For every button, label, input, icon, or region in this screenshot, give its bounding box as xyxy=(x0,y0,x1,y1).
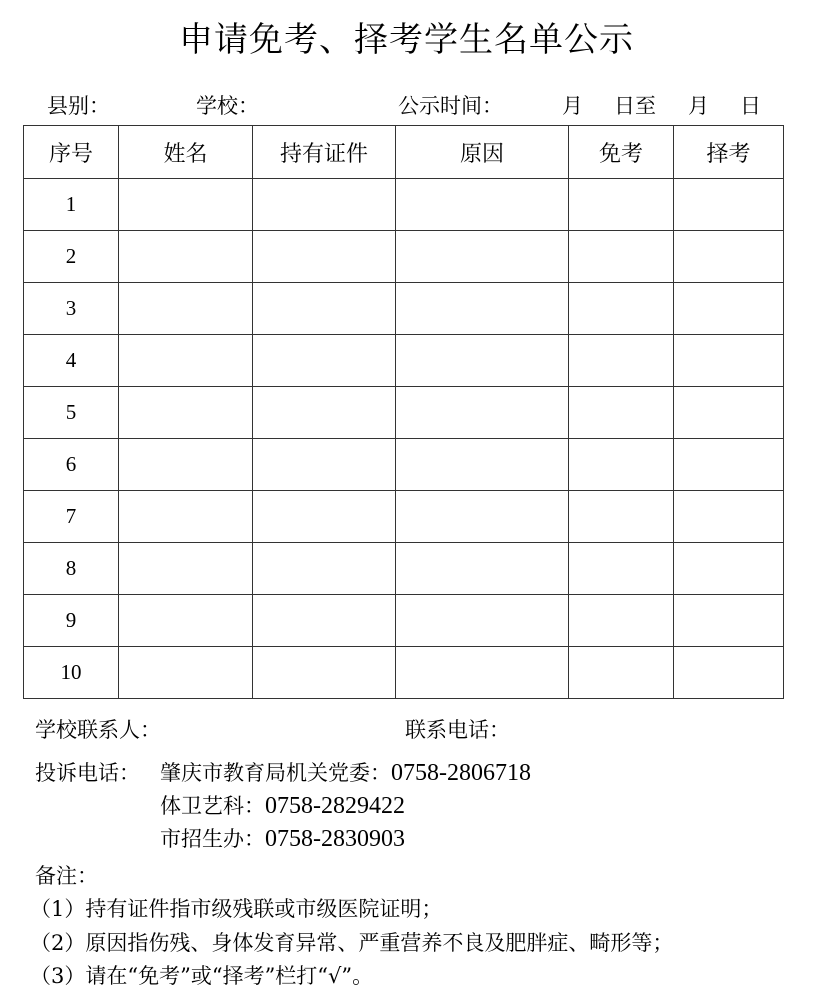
complaint-phone: 0758-2829422 xyxy=(265,793,405,819)
cell-number: 6 xyxy=(24,439,119,491)
cell-name[interactable] xyxy=(119,439,253,491)
cell-certificate[interactable] xyxy=(253,179,396,231)
table-row xyxy=(24,231,784,283)
cell-name[interactable] xyxy=(119,179,253,231)
school-label: 学校： xyxy=(196,94,259,118)
cell-reason[interactable] xyxy=(396,439,569,491)
cell-choose[interactable] xyxy=(674,387,784,439)
cell-number: 3 xyxy=(24,283,119,335)
cell-choose[interactable] xyxy=(674,231,784,283)
cell-exempt[interactable] xyxy=(569,179,674,231)
cell-exempt[interactable] xyxy=(569,543,674,595)
header-exempt: 免考 xyxy=(569,126,674,179)
cell-name[interactable] xyxy=(119,283,253,335)
cell-certificate[interactable] xyxy=(253,439,396,491)
school-contact-label: 学校联系人： xyxy=(35,718,161,742)
table-row xyxy=(24,647,784,699)
cell-certificate[interactable] xyxy=(253,543,396,595)
cell-reason[interactable] xyxy=(396,595,569,647)
header-certificate: 持有证件 xyxy=(253,126,396,179)
cell-choose[interactable] xyxy=(674,647,784,699)
cell-certificate[interactable] xyxy=(253,231,396,283)
cell-choose[interactable] xyxy=(674,179,784,231)
day-end: 日 xyxy=(740,94,761,118)
cell-number: 2 xyxy=(24,231,119,283)
cell-reason[interactable] xyxy=(396,179,569,231)
cell-reason[interactable] xyxy=(396,387,569,439)
complaint-phone: 0758-2806718 xyxy=(391,760,531,786)
notes-label: 备注： xyxy=(35,864,98,888)
cell-exempt[interactable] xyxy=(569,335,674,387)
contact-phone-label: 联系电话： xyxy=(405,718,510,742)
complaint-phone: 0758-2830903 xyxy=(265,826,405,852)
note-item-2: （2）原因指伤残、身体发育异常、严重营养不良及肥胖症、畸形等； xyxy=(30,931,674,955)
cell-exempt[interactable] xyxy=(569,647,674,699)
cell-reason[interactable] xyxy=(396,335,569,387)
cell-name[interactable] xyxy=(119,543,253,595)
cell-exempt[interactable] xyxy=(569,439,674,491)
page-title: 申请免考、择考学生名单公示 xyxy=(179,20,634,60)
cell-reason[interactable] xyxy=(396,491,569,543)
cell-certificate[interactable] xyxy=(253,491,396,543)
cell-name[interactable] xyxy=(119,335,253,387)
cell-certificate[interactable] xyxy=(253,387,396,439)
student-roster-table xyxy=(23,125,784,699)
day-start-to: 日至 xyxy=(614,94,656,118)
cell-number: 10 xyxy=(24,647,119,699)
cell-number: 1 xyxy=(24,179,119,231)
header-number: 序号 xyxy=(24,126,119,179)
complaint-label: 投诉电话： xyxy=(35,761,140,785)
cell-reason[interactable] xyxy=(396,647,569,699)
cell-choose[interactable] xyxy=(674,283,784,335)
cell-number: 9 xyxy=(24,595,119,647)
cell-number: 8 xyxy=(24,543,119,595)
cell-choose[interactable] xyxy=(674,491,784,543)
publicity-time-label: 公示时间： xyxy=(398,94,503,118)
complaint-line-3 xyxy=(160,823,405,853)
cell-certificate[interactable] xyxy=(253,335,396,387)
table-row xyxy=(24,543,784,595)
header-name: 姓名 xyxy=(119,126,253,179)
cell-reason[interactable] xyxy=(396,231,569,283)
cell-exempt[interactable] xyxy=(569,283,674,335)
cell-number: 5 xyxy=(24,387,119,439)
cell-reason[interactable] xyxy=(396,543,569,595)
table-row xyxy=(24,283,784,335)
cell-reason[interactable] xyxy=(396,283,569,335)
cell-name[interactable] xyxy=(119,387,253,439)
complaint-dept: 市招生办： xyxy=(160,827,265,851)
table-row xyxy=(24,491,784,543)
month-start: 月 xyxy=(562,94,583,118)
cell-exempt[interactable] xyxy=(569,231,674,283)
cell-certificate[interactable] xyxy=(253,647,396,699)
month-end: 月 xyxy=(688,94,709,118)
table-row xyxy=(24,335,784,387)
cell-name[interactable] xyxy=(119,231,253,283)
cell-exempt[interactable] xyxy=(569,491,674,543)
cell-name[interactable] xyxy=(119,491,253,543)
cell-number: 4 xyxy=(24,335,119,387)
complaint-line-2 xyxy=(160,790,405,820)
complaint-dept: 体卫艺科： xyxy=(160,794,265,818)
cell-choose[interactable] xyxy=(674,439,784,491)
table-header-row xyxy=(24,126,784,179)
note-item-1: （1）持有证件指市级残联或市级医院证明； xyxy=(30,897,443,921)
note-item-3: （3）请在“免考”或“择考”栏打“√”。 xyxy=(30,964,374,988)
cell-name[interactable] xyxy=(119,595,253,647)
cell-name[interactable] xyxy=(119,647,253,699)
cell-choose[interactable] xyxy=(674,335,784,387)
cell-exempt[interactable] xyxy=(569,387,674,439)
header-reason: 原因 xyxy=(396,126,569,179)
table-row xyxy=(24,595,784,647)
county-label: 县别： xyxy=(47,94,110,118)
complaint-line-1 xyxy=(160,757,531,787)
cell-choose[interactable] xyxy=(674,595,784,647)
table-row xyxy=(24,439,784,491)
cell-choose[interactable] xyxy=(674,543,784,595)
complaint-dept: 肇庆市教育局机关党委： xyxy=(160,761,391,785)
cell-certificate[interactable] xyxy=(253,595,396,647)
cell-certificate[interactable] xyxy=(253,283,396,335)
table-row xyxy=(24,387,784,439)
cell-exempt[interactable] xyxy=(569,595,674,647)
header-choose: 择考 xyxy=(674,126,784,179)
cell-number: 7 xyxy=(24,491,119,543)
table-row xyxy=(24,179,784,231)
